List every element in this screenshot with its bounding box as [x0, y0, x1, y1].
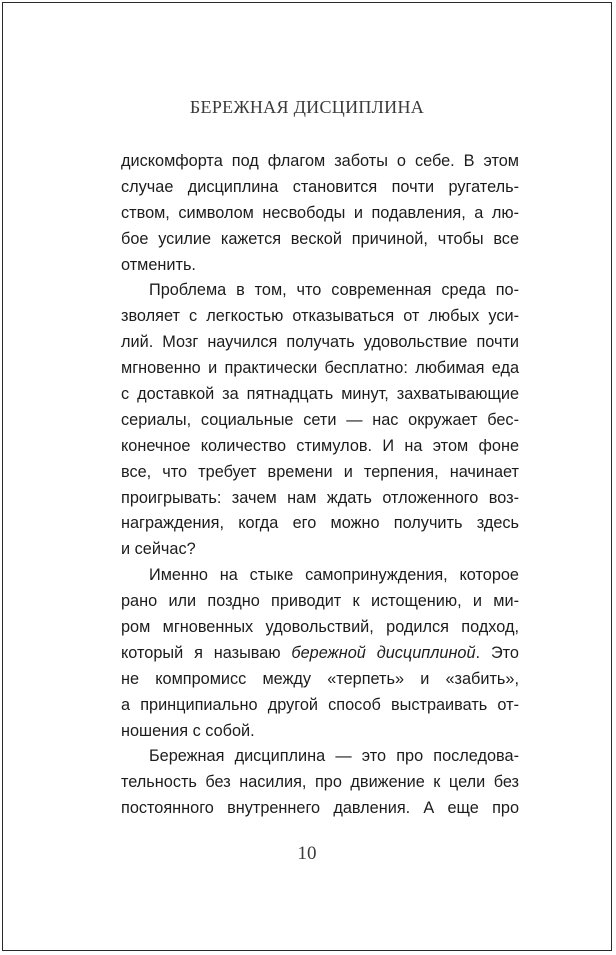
- text-line: проигрывать: зачем нам ждать отложенного воз-: [121, 488, 519, 507]
- text-line: ношения с собой.: [121, 721, 255, 740]
- body-text: [121, 149, 519, 822]
- paragraph: [121, 149, 519, 278]
- text-line: награждения, когда его можно получить здесь: [121, 514, 519, 533]
- text-line: Бережная дисциплина — это про последова-: [149, 747, 519, 766]
- emphasized-term: бережной дисциплиной: [291, 643, 476, 662]
- text-line: мгновенно и практически бесплатно: любимая еда: [121, 359, 519, 378]
- text-line: Проблема в том, что современная среда по-: [149, 281, 519, 300]
- text-segment: . Это: [475, 643, 519, 662]
- text-line: все, что требует времени и терпения, начинает: [121, 462, 519, 481]
- text-line: рано или поздно приводит к истощению, и ми-: [121, 592, 519, 611]
- text-line: лий. Мозг научился получать удовольствие почти: [121, 333, 519, 352]
- text-segment: который я называю: [121, 643, 292, 662]
- text-line: дискомфорта под флагом заботы о себе. В этом: [121, 152, 519, 170]
- text-line: зволяет с легкостью отказываться от любых уси-: [121, 307, 519, 326]
- text-line: с доставкой за пятнадцать минут, захватывающие: [121, 385, 519, 404]
- text-line: Именно на стыке самопринуждения, которое: [149, 566, 519, 585]
- text-line: не компромисс между «терпеть» и «забить»,: [121, 669, 519, 688]
- text-line: случае дисциплина становится почти ругатель-: [121, 177, 519, 196]
- text-line: сериалы, социальные сети — нас окружает бес-: [121, 410, 519, 429]
- text-line: ством, символом несвободы и подавления, а лю-: [121, 203, 519, 222]
- text-line: ром мгновенных удовольствий, родился подход,: [121, 618, 519, 637]
- text-line: тельность без насилия, про движение к цели без: [121, 773, 519, 792]
- text-line: конечное количество стимулов. И на этом фоне: [121, 436, 519, 455]
- text-line: бое усилие кажется веской причиной, чтобы все: [121, 229, 519, 248]
- paragraph: [121, 563, 519, 744]
- text-line-with-emphasis: [121, 641, 519, 667]
- text-line: отменить.: [121, 255, 196, 274]
- paragraph: [121, 744, 519, 822]
- book-page: [2, 2, 612, 951]
- text-line: а принципиально другой способ выстраивать от-: [121, 695, 519, 714]
- running-head: БЕРЕЖНАЯ ДИСЦИПЛИНА: [189, 97, 425, 117]
- paragraph: [121, 278, 519, 563]
- page-number: 10: [297, 843, 317, 864]
- text-line: и сейчас?: [121, 540, 196, 559]
- text-line: постоянного внутреннего давления. А еще про: [121, 799, 519, 818]
